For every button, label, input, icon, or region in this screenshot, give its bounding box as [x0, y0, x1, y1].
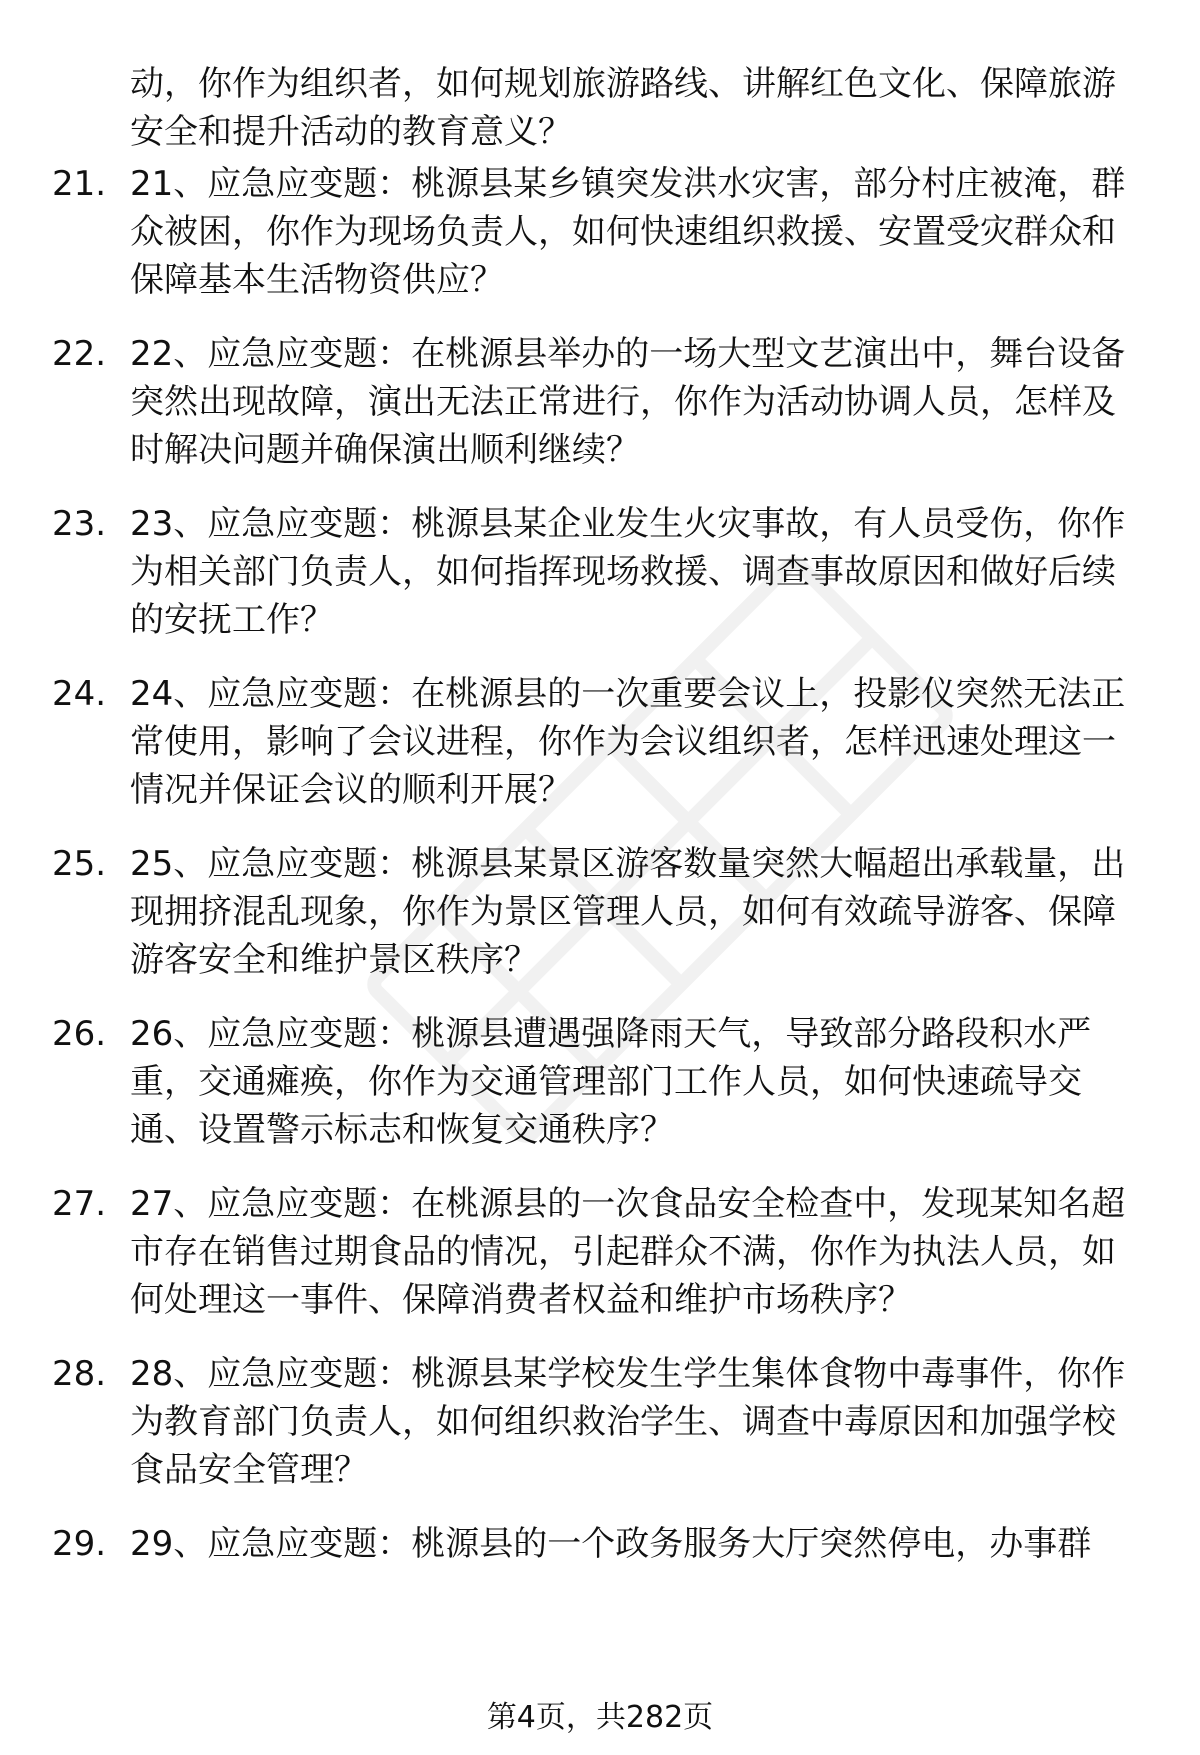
page-footer: 第4页，共282页	[486, 1700, 714, 1735]
question-text: 28、应急应变题：桃源县某学校发生学生集体食物中毒事件，你作为教育部门负责人，如何组织救治学生、调查中毒原因和加强学校食品安全管理？	[130, 1354, 1126, 1490]
question-number: 26.	[52, 1014, 107, 1054]
question-text: 22、应急应变题：在桃源县举办的一场大型文艺演出中，舞台设备突然出现故障，演出无法正常进行，你作为活动协调人员，怎样及时解决问题并确保演出顺利继续？	[130, 334, 1126, 470]
question-text: 26、应急应变题：桃源县遭遇强降雨天气，导致部分路段积水严重，交通瘫痪，你作为交通管理部门工作人员，如何快速疏导交通、设置警示标志和恢复交通秩序？	[130, 1014, 1092, 1150]
question-text: 23、应急应变题：桃源县某企业发生火灾事故，有人员受伤，你作为相关部门负责人，如何指挥现场救援、调查事故原因和做好后续的安抚工作？	[130, 504, 1126, 640]
continuation-text: 动，你作为组织者，如何规划旅游路线、讲解红色文化、保障旅游安全和提升活动的教育意义？	[130, 64, 1116, 152]
question-text: 27、应急应变题：在桃源县的一次食品安全检查中，发现某知名超市存在销售过期食品的情况，引起群众不满，你作为执法人员，如何处理这一事件、保障消费者权益和维护市场秩序？	[130, 1184, 1126, 1320]
question-number: 27.	[52, 1184, 107, 1224]
question-number: 23.	[52, 504, 107, 544]
question-number: 24.	[52, 674, 107, 714]
question-text: 29、应急应变题：桃源县的一个政务服务大厅突然停电，办事群	[130, 1524, 1092, 1564]
question-text: 25、应急应变题：桃源县某景区游客数量突然大幅超出承载量，出现拥挤混乱现象，你作为景区管理人员，如何有效疏导游客、保障游客安全和维护景区秩序？	[130, 844, 1126, 980]
question-number: 22.	[52, 334, 107, 374]
question-number: 28.	[52, 1354, 107, 1394]
question-number: 21.	[52, 164, 107, 204]
question-number: 29.	[52, 1524, 107, 1564]
question-text: 24、应急应变题：在桃源县的一次重要会议上，投影仪突然无法正常使用，影响了会议进程，你作为会议组织者，怎样迅速处理这一情况并保证会议的顺利开展？	[130, 674, 1126, 810]
question-text: 21、应急应变题：桃源县某乡镇突发洪水灾害，部分村庄被淹，群众被困，你作为现场负责人，如何快速组织救援、安置受灾群众和保障基本生活物资供应？	[130, 164, 1126, 300]
question-number: 25.	[52, 844, 107, 884]
